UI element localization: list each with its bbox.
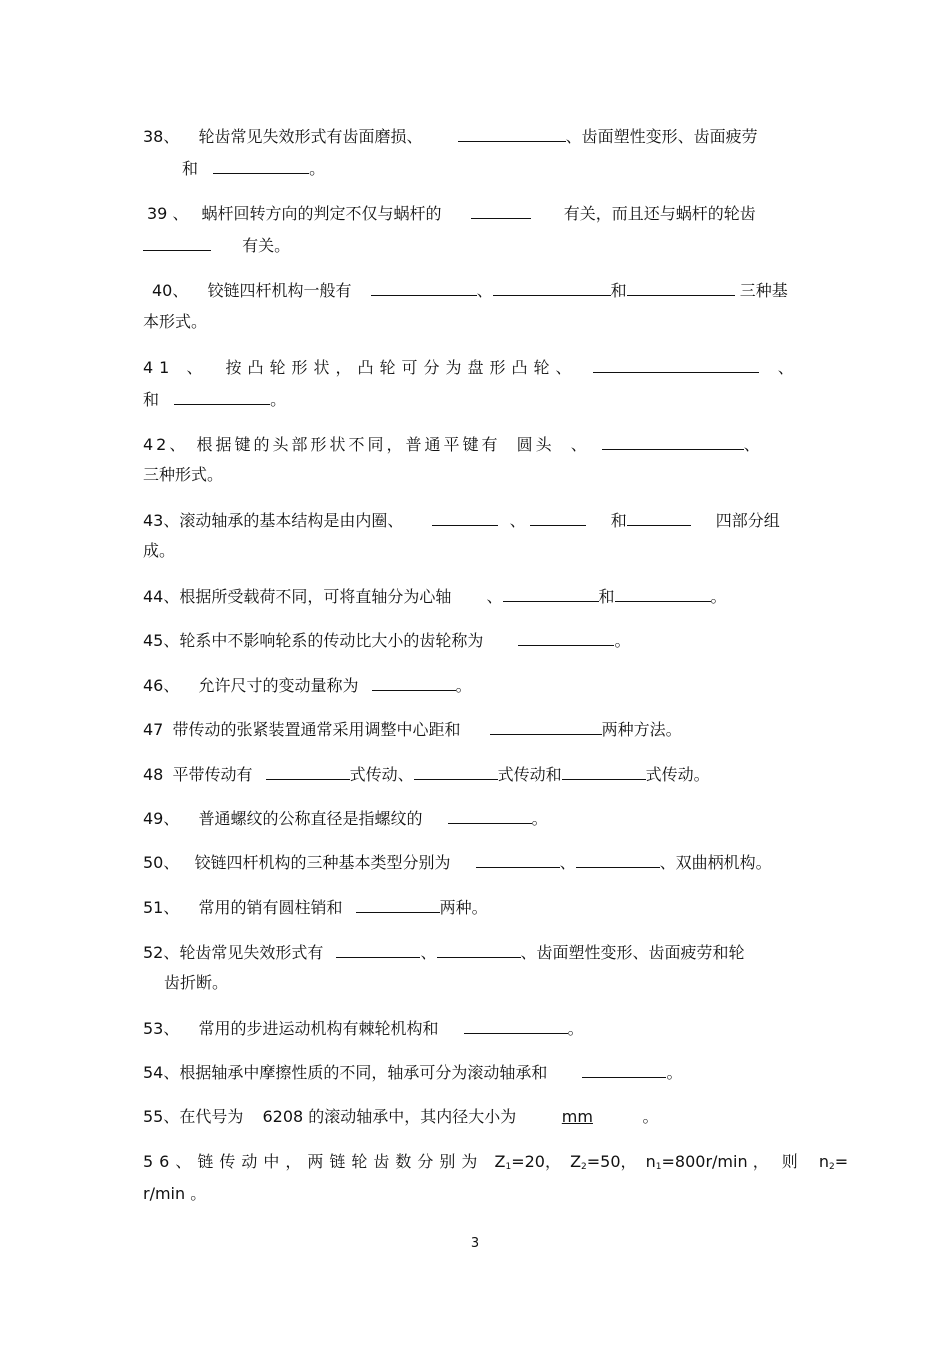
q42-text-3: 三种形式。: [143, 465, 224, 484]
q46-blank-1[interactable]: [372, 674, 456, 691]
q54-blank-1[interactable]: [582, 1061, 666, 1078]
q41-text-3: 。: [270, 390, 287, 409]
q56-z2: $Z_2=50$，: [570, 1152, 637, 1172]
q48-blank-1[interactable]: [266, 763, 350, 780]
q44-text-2: 。: [710, 587, 727, 606]
q39-blank-2[interactable]: [143, 234, 211, 251]
q56-text-2: 则: [781, 1152, 798, 1171]
q48-text-3: 式传动和: [497, 765, 562, 784]
q40-sep-2: 和: [610, 281, 627, 300]
question-40-cont: [143, 311, 207, 333]
q43-blank-2[interactable]: [530, 509, 586, 526]
question-48: [143, 763, 710, 786]
q48-text-4: 式传动。: [645, 765, 710, 784]
q50-sep: 、: [559, 853, 576, 872]
q39-blank-1[interactable]: [471, 202, 531, 219]
q54-text: 根据轴承中摩擦性质的不同，轴承可分为滚动轴承和: [179, 1063, 548, 1082]
q38-text: 轮齿常见失效形式有齿面磨损、: [198, 127, 423, 146]
q44-text: 根据所受载荷不同，可将直轴分为心轴: [179, 587, 452, 606]
q51-number: 51、: [143, 898, 180, 917]
q38-number: 38、: [143, 127, 180, 146]
q47-blank-1[interactable]: [490, 718, 602, 735]
q50-number: 50、: [143, 853, 180, 872]
q41-blank-2[interactable]: [174, 388, 270, 405]
question-39: [147, 202, 756, 225]
q42-text: 根据键的头部形状不同，普通平键有: [196, 435, 501, 454]
q48-blank-3[interactable]: [562, 763, 646, 780]
q46-text-2: 。: [455, 676, 472, 695]
q45-text: 轮系中不影响轮系的传动比大小的齿轮称为: [179, 631, 484, 650]
q53-text: 常用的步进运动机构有棘轮机构和: [198, 1019, 439, 1038]
q49-blank-1[interactable]: [448, 807, 532, 824]
question-43: [143, 509, 780, 532]
q46-text: 允许尺寸的变动量称为: [198, 676, 359, 695]
q44-number: 44、: [143, 587, 180, 606]
question-51: [143, 896, 488, 919]
q55-number: 55、: [143, 1107, 180, 1126]
q38-text-3: 和: [182, 159, 199, 178]
page-number: 3: [470, 1236, 480, 1251]
q51-blank-1[interactable]: [356, 896, 440, 913]
q43-sep-2: 和: [610, 511, 627, 530]
question-50: [143, 851, 772, 874]
q41-number: 41 、: [143, 358, 209, 377]
q39-text-3: 有关。: [242, 236, 291, 255]
question-42: [143, 433, 763, 456]
question-43-cont: [143, 540, 175, 562]
q52-blank-1[interactable]: [336, 941, 420, 958]
q38-text-2: 、齿面塑性变形、齿面疲劳: [565, 127, 758, 146]
q53-number: 53、: [143, 1019, 180, 1038]
q56-n1: $n_1=800r/\min$ ，: [645, 1152, 769, 1172]
q55-text-3: 。: [642, 1107, 659, 1126]
q40-blank-1[interactable]: [371, 279, 477, 296]
q51-text: 常用的销有圆柱销和: [198, 898, 343, 917]
q40-blank-3[interactable]: [627, 279, 735, 296]
q40-sep-1: 、: [476, 281, 493, 300]
q52-number: 52、: [143, 943, 180, 962]
q53-blank-1[interactable]: [464, 1017, 568, 1034]
q49-text-2: 。: [531, 809, 548, 828]
question-56: [143, 1151, 848, 1178]
q56-text-3: r/min 。: [143, 1184, 207, 1203]
q47-text: 带传动的张紧装置通常采用调整中心距和: [172, 720, 461, 739]
q52-blank-2[interactable]: [437, 941, 521, 958]
q50-blank-2[interactable]: [576, 851, 660, 868]
q47-number: 47: [143, 720, 164, 739]
question-38: [143, 125, 758, 148]
question-40: [152, 279, 788, 302]
q42-number: 42、: [143, 435, 189, 454]
q55-answer: mm: [561, 1107, 593, 1126]
q44-blank-2[interactable]: [615, 585, 711, 602]
q43-blank-1[interactable]: [432, 509, 498, 526]
question-41: [143, 356, 800, 379]
q42-sep-2: 、: [743, 435, 763, 454]
q40-blank-2[interactable]: [493, 279, 611, 296]
question-39-cont: [143, 234, 290, 257]
question-54: [143, 1061, 683, 1084]
q43-text-2: 四部分组: [715, 511, 780, 530]
q51-text-2: 两种。: [439, 898, 488, 917]
q46-number: 46、: [143, 676, 180, 695]
question-44: [143, 585, 727, 608]
question-53: [143, 1017, 584, 1040]
question-47: [143, 718, 682, 741]
q47-text-2: 两种方法。: [601, 720, 682, 739]
question-41-cont: [143, 388, 286, 411]
q43-text-3: 成。: [143, 541, 176, 560]
q39-text-2: 有关，而且还与蜗杆的轮齿: [563, 204, 756, 223]
question-46: [143, 674, 472, 697]
q56-text: 链传动中，两链轮齿数分别为: [197, 1152, 484, 1171]
q49-text: 普通螺纹的公称直径是指螺纹的: [198, 809, 423, 828]
q42-text-2: 圆头: [516, 435, 555, 454]
q50-text: 铰链四杆机构的三种基本类型分别为: [194, 853, 451, 872]
q40-text-2: 三种基: [739, 281, 788, 300]
q40-text: 铰链四杆机构一般有: [207, 281, 352, 300]
q50-blank-1[interactable]: [476, 851, 560, 868]
q53-text-2: 。: [567, 1019, 584, 1038]
q56-z1: $Z_1=20$，: [494, 1152, 561, 1172]
q48-text: 平带传动有: [172, 765, 253, 784]
q52-sep: 、: [420, 943, 437, 962]
q48-text-2: 式传动、: [349, 765, 414, 784]
q52-text: 轮齿常见失效形式有: [179, 943, 324, 962]
q39-number: 39 、: [147, 204, 189, 223]
question-52: [143, 941, 745, 964]
q48-blank-2[interactable]: [414, 763, 498, 780]
q38-blank-2[interactable]: [213, 157, 309, 174]
q40-text-3: 本形式。: [143, 312, 208, 331]
q42-blank-1[interactable]: [602, 433, 744, 450]
q43-text: 滚动轴承的基本结构是由内圈、: [179, 511, 404, 530]
q45-text-2: 。: [614, 631, 631, 650]
q38-blank-1[interactable]: [458, 125, 566, 142]
q38-text-4: 。: [309, 159, 326, 178]
q56-n2: $n_2=$: [818, 1152, 849, 1172]
q43-number: 43、: [143, 511, 180, 530]
q42-sep-1: 、: [570, 435, 590, 454]
question-55: [143, 1106, 659, 1128]
q55-text-2: 6208 的滚动轴承中，其内径大小为: [262, 1107, 517, 1126]
q49-number: 49、: [143, 809, 180, 828]
question-45: [143, 629, 631, 652]
q44-sep-2: 和: [598, 587, 615, 606]
q48-number: 48: [143, 765, 164, 784]
question-38-cont: [182, 157, 325, 180]
q52-text-2: 、齿面塑性变形、齿面疲劳和轮: [520, 943, 745, 962]
q44-blank-1[interactable]: [503, 585, 599, 602]
q40-number: 40、: [152, 281, 189, 300]
q54-text-2: 。: [666, 1063, 683, 1082]
q55-text: 在代号为: [179, 1107, 244, 1126]
question-49: [143, 807, 548, 830]
q39-text: 蜗杆回转方向的判定不仅与蜗杆的: [201, 204, 442, 223]
question-56-cont: [143, 1183, 206, 1205]
q44-sep-1: 、: [486, 587, 503, 606]
q45-blank-1[interactable]: [518, 629, 614, 646]
q41-text-2: 和: [143, 390, 160, 409]
q52-text-3: 齿折断。: [164, 973, 229, 992]
q41-sep: 、: [777, 358, 800, 377]
question-52-cont: [164, 972, 228, 994]
q41-text: 按凸轮形状，凸轮可分为盘形凸轮、: [225, 358, 578, 377]
q41-blank-1[interactable]: [593, 356, 759, 373]
q43-sep-1: 、: [509, 511, 526, 530]
question-42-cont: [143, 464, 223, 486]
q50-text-2: 、双曲柄机构。: [659, 853, 772, 872]
q43-blank-3[interactable]: [627, 509, 691, 526]
q56-number: 56、: [143, 1152, 198, 1171]
q45-number: 45、: [143, 631, 180, 650]
q54-number: 54、: [143, 1063, 180, 1082]
